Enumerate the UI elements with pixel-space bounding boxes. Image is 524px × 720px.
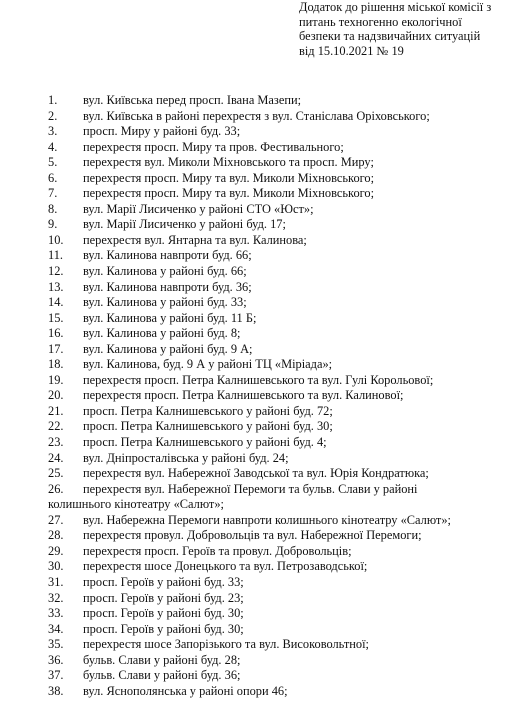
item-text: вул. Київська в районі перехрестя з вул. Станіслава Оріховського;	[83, 108, 430, 123]
location-list	[0, 93, 524, 699]
item-number: 31.	[48, 574, 64, 589]
item-text: просп. Героїв у районі буд. 33;	[83, 574, 244, 589]
item-number: 19.	[48, 372, 64, 387]
item-text: перехрестя вул. Набережної Заводської та вул. Юрія Кондратюка;	[83, 466, 429, 481]
item-text: вул. Калинова навпроти буд. 66;	[83, 248, 252, 263]
header-line: питань техногенно екологічної	[299, 14, 462, 29]
item-number: 24.	[48, 450, 64, 465]
item-number: 18.	[48, 357, 64, 372]
item-number: 28.	[48, 528, 64, 543]
list-item	[0, 419, 524, 435]
list-item	[0, 109, 524, 125]
list-item	[0, 155, 524, 171]
list-item	[0, 171, 524, 187]
list-item	[0, 622, 524, 638]
list-item	[0, 435, 524, 451]
item-text: вул. Калинова навпроти буд. 36;	[83, 279, 252, 294]
list-item	[0, 482, 524, 498]
item-text: вул. Київська перед просп. Івана Мазепи;	[83, 93, 302, 107]
header-line: від 15.10.2021 № 19	[299, 43, 404, 58]
item-number: 35.	[48, 637, 64, 652]
list-item	[0, 637, 524, 653]
list-item	[0, 311, 524, 327]
item-text: вул. Марії Лисиченко у районі СТО «Юст»;	[83, 201, 314, 216]
item-number: 30.	[48, 559, 64, 574]
list-item	[0, 295, 524, 311]
item-number: 16.	[48, 326, 64, 341]
item-number: 38.	[48, 683, 64, 698]
list-item	[0, 186, 524, 202]
item-number: 9.	[48, 217, 58, 232]
list-item	[0, 357, 524, 373]
item-text: перехрестя провул. Добровольців та вул. Набережної Перемоги;	[83, 528, 422, 543]
item-number: 15.	[48, 310, 64, 325]
item-number: 13.	[48, 279, 64, 294]
item-text: вул. Калинова у районі буд. 33;	[83, 295, 247, 310]
item-text: перехрестя просп. Петра Калнишевського та вул. Калинової;	[83, 388, 404, 403]
appendix-header	[299, 0, 521, 58]
list-item	[0, 653, 524, 669]
item-text: перехрестя просп. Героїв та провул. Добровольців;	[83, 543, 352, 558]
item-text: вул. Калинова, буд. 9 А у районі ТЦ «Міріада»;	[83, 357, 333, 372]
item-text: перехрестя шосе Донецького та вул. Петрозаводської;	[83, 559, 368, 574]
item-number: 26.	[48, 481, 64, 496]
item-text: просп. Петра Калнишевського у районі буд. 30;	[83, 419, 333, 434]
list-item	[0, 451, 524, 467]
item-text: бульв. Слави у районі буд. 36;	[83, 668, 241, 683]
item-number: 14.	[48, 295, 64, 310]
item-text: вул. Калинова у районі буд. 11 Б;	[83, 310, 257, 325]
item-number: 4.	[48, 139, 58, 154]
list-item	[0, 404, 524, 420]
item-number: 5.	[48, 155, 58, 170]
item-number: 23.	[48, 435, 64, 450]
item-text: просп. Миру у районі буд. 33;	[83, 124, 241, 139]
item-text: вул. Дніпросталівська у районі буд. 24;	[83, 450, 289, 465]
item-number: 1.	[48, 93, 58, 107]
list-item	[0, 513, 524, 529]
list-item	[0, 466, 524, 482]
list-item	[0, 280, 524, 296]
item-number: 7.	[48, 186, 58, 201]
item-number: 6.	[48, 170, 58, 185]
list-item	[0, 202, 524, 218]
item-number: 8.	[48, 201, 58, 216]
item-number: 34.	[48, 621, 64, 636]
item-text: вул. Марії Лисиченко у районі буд. 17;	[83, 217, 286, 232]
item-number: 2.	[48, 108, 58, 123]
item-number: 22.	[48, 419, 64, 434]
item-number: 27.	[48, 512, 64, 527]
item-text: просп. Петра Калнишевського у районі буд. 4;	[83, 435, 327, 450]
item-number: 36.	[48, 652, 64, 667]
item-text-continuation: колишнього кінотеатру «Салют»;	[48, 497, 224, 512]
list-item	[0, 559, 524, 575]
item-text: вул. Калинова у районі буд. 9 А;	[83, 341, 253, 356]
item-number: 32.	[48, 590, 64, 605]
item-number: 3.	[48, 124, 58, 139]
list-item	[0, 233, 524, 249]
list-item	[0, 342, 524, 358]
list-item	[0, 326, 524, 342]
list-item	[0, 591, 524, 607]
item-number: 17.	[48, 341, 64, 356]
item-text: вул. Калинова у районі буд. 8;	[83, 326, 241, 341]
item-text: бульв. Слави у районі буд. 28;	[83, 652, 241, 667]
item-number: 21.	[48, 403, 64, 418]
item-text: просп. Петра Калнишевського у районі буд. 72;	[83, 403, 333, 418]
item-text: перехрестя вул. Янтарна та вул. Калинова;	[83, 232, 307, 247]
item-number: 20.	[48, 388, 64, 403]
item-text: вул. Калинова у районі буд. 66;	[83, 264, 247, 279]
item-text: просп. Героїв у районі буд. 30;	[83, 606, 244, 621]
item-text: перехрестя просп. Миру та вул. Миколи Міхновського;	[83, 170, 375, 185]
item-number: 12.	[48, 264, 64, 279]
list-item	[0, 373, 524, 389]
list-item-continuation	[0, 497, 524, 513]
item-text: просп. Героїв у районі буд. 23;	[83, 590, 244, 605]
item-text: перехрестя вул. Миколи Міхновського та просп. Миру;	[83, 155, 374, 170]
item-text: перехрестя просп. Петра Калнишевського та вул. Гулі Корольової;	[83, 372, 434, 387]
item-text: перехрестя просп. Миру та вул. Миколи Міхновського;	[83, 186, 375, 201]
list-item	[0, 217, 524, 233]
item-text: перехрестя шосе Запорізького та вул. Високовольтної;	[83, 637, 369, 652]
list-item	[0, 528, 524, 544]
list-item	[0, 668, 524, 684]
item-text: просп. Героїв у районі буд. 30;	[83, 621, 244, 636]
list-item	[0, 684, 524, 700]
header-line: безпеки та надзвичайних ситуацій	[299, 29, 481, 44]
item-text: перехрестя вул. Набережної Перемоги та бульв. Слави у районі	[83, 481, 418, 496]
list-item	[0, 248, 524, 264]
list-item	[0, 575, 524, 591]
item-number: 33.	[48, 606, 64, 621]
list-item	[0, 124, 524, 140]
list-item	[0, 264, 524, 280]
item-number: 29.	[48, 543, 64, 558]
item-text: перехрестя просп. Миру та пров. Фестивального;	[83, 139, 344, 154]
list-item	[0, 606, 524, 622]
item-number: 25.	[48, 466, 64, 481]
item-number: 10.	[48, 232, 64, 247]
item-number: 11.	[48, 248, 64, 263]
header-line: Додаток до рішення міської комісії з	[299, 0, 492, 14]
list-item	[0, 544, 524, 560]
item-number: 37.	[48, 668, 64, 683]
list-item	[0, 388, 524, 404]
item-text: вул. Яснополянська у районі опори 46;	[83, 683, 288, 698]
item-text: вул. Набережна Перемоги навпроти колишнього кінотеатру «Салют»;	[83, 512, 451, 527]
list-item	[0, 93, 524, 109]
list-item	[0, 140, 524, 156]
